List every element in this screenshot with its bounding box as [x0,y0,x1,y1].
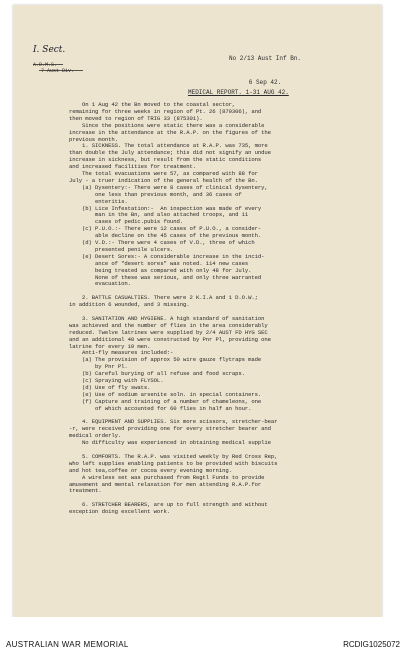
body-line: (a) The provision of approx 50 wire gauze flytraps made [69,356,262,364]
body-line: of which accounted for 60 flies in half an hour. [69,404,252,412]
body-line: increase in the attendance at the R.A.P. on the figures of the [69,128,271,136]
body-line: treatment. [69,487,102,495]
body-line: medical orderly. [69,432,122,440]
body-line: 5. COMFORTS. The R.A.P. was visited weekly by Red Cross Rep, [69,452,278,460]
body-line: one less than previous month, and 36 cases of [69,190,242,198]
body-line: than double the July attendance; this did not signify an undue [69,149,271,157]
body-line: previous month. [69,135,118,143]
body-line: 1. SICKNESS. The total attendance at R.A.P. was 735, more [69,142,268,150]
document-page [13,5,382,617]
unit-line: No 2/13 Aust Inf Bn. [229,55,302,62]
body-line: (b) Lice Infestation:- An inspection was made of every [69,204,262,212]
body-line: (e) Use of sodium arsenite soln. in special containers. [69,390,262,398]
body-line: 4. EQUIPMENT AND SUPPLIES. Six more scissors, stretcher-bear [69,418,278,426]
body-line: latrine for every 10 men. [69,342,151,350]
body-line: A wireless set was purchased from Regtl Funds to provide [69,473,265,481]
handwritten-annotation: I. Sect. [33,45,66,55]
body-line: cases of pedic.pubis found. [69,218,183,226]
body-line: remaining for three weeks in region of Pt. 26 (879306), and [69,107,262,115]
body-line: and hot tea,coffee or cocoa every evening morning. [69,466,232,474]
body-line: (a) Dysentery:- There were 8 cases of clinical dysentery, [69,183,268,191]
body-line: The total evacuations were 57, as compared with 88 for [69,170,258,177]
body-line: (d) Use of fly swats. [69,383,151,391]
body-line: Anti-fly measures included:- [69,349,174,357]
body-line: was achieved and the number of flies in the area considerably [69,321,268,329]
struck-address-block [33,61,85,73]
body-line: and an additional 40 were constructed by Pnr Pl, providing one [69,335,271,343]
body-line: None of these was serious, and only three warranted [69,273,262,281]
body-line: No difficulty was experienced in obtaining medical supplie [69,439,271,447]
body-line: (d) V.D.:- There were 4 cases of V.D., three of which [69,239,255,246]
body-line: being treated as compared with only 48 for July. [69,266,252,274]
svg-text:A.D.M.S.: A.D.M.S. [33,62,58,68]
body-line: (b) Careful burying of all refuse and food scraps. [69,370,245,378]
body-line: Since the positions were static there was a considerable [69,121,265,129]
archive-name: AUSTRALIAN WAR MEMORIAL [6,640,129,649]
body-line: man in the Bn, and also attached troops, and 11 [69,211,249,219]
archive-reference: RCDIG1025072 [343,640,400,649]
body-line: evacuation. [69,280,131,288]
body-line: 3. SANITATION AND HYGIENE. A high standard of sanitation [69,314,265,322]
body-line: in addition 6 wounded, and 3 missing. [69,301,190,309]
body-line: ance of "desert sores" was noted. 114 new cases [69,259,249,267]
body-line: exception doing excellent work. [69,508,170,516]
archive-footer [0,617,405,654]
body-line: presented penile ulcers. [69,245,174,253]
body-line: (f) Capture and training of a number of chameleons, one [69,397,262,405]
body-line: July - a truer indication of the general health of the Bn. [69,176,258,184]
body-line: (c) P.U.O.:- There were 12 cases of P.U.O., a consider- [69,225,262,233]
date-line: 6 Sep 42. [248,79,282,86]
svg-text:7 Aust Div.: 7 Aust Div. [41,68,75,73]
body-line: then moved to region of TRIG 33 (875301). [69,114,203,122]
body-line: enteritis. [69,197,128,205]
body-line: by Pnr Pl. [69,363,128,371]
body-line: increase in sickness, but result from the static conditions [69,156,262,164]
body-line: (e) Desert Sores:- A considerable increase in the incid- [69,252,265,260]
body-line: amusement and mental relaxation for men attending R.A.P.for [69,480,262,488]
body-line: able decline on the 45 cases of the previous month. [69,232,262,240]
body-line: (c) Spraying with FLYSOL. [69,377,164,384]
body-line: On 1 Aug 42 the Bn moved to the coastal sector, [69,101,236,108]
body-line: who left supplies enabling patients to be provided with biscuits [69,459,278,467]
body-line: -r, were received providing one for every stretcher bearer and [69,425,271,433]
body-line: and increased facilities for treatment. [69,163,197,171]
body-line: 2. BATTLE CASUALTIES. There were 2 K.I.A and 1 D.O.W.; [69,294,258,302]
report-title: MEDICAL REPORT. 1-31 AUG 42. [188,89,289,96]
body-line: 6. STRETCHER BEARERS, are up to full strength and without [69,501,268,509]
body-line: reduced. Twelve latrines were supplied by 2/4 AUST FD HYG SEC [69,328,268,336]
